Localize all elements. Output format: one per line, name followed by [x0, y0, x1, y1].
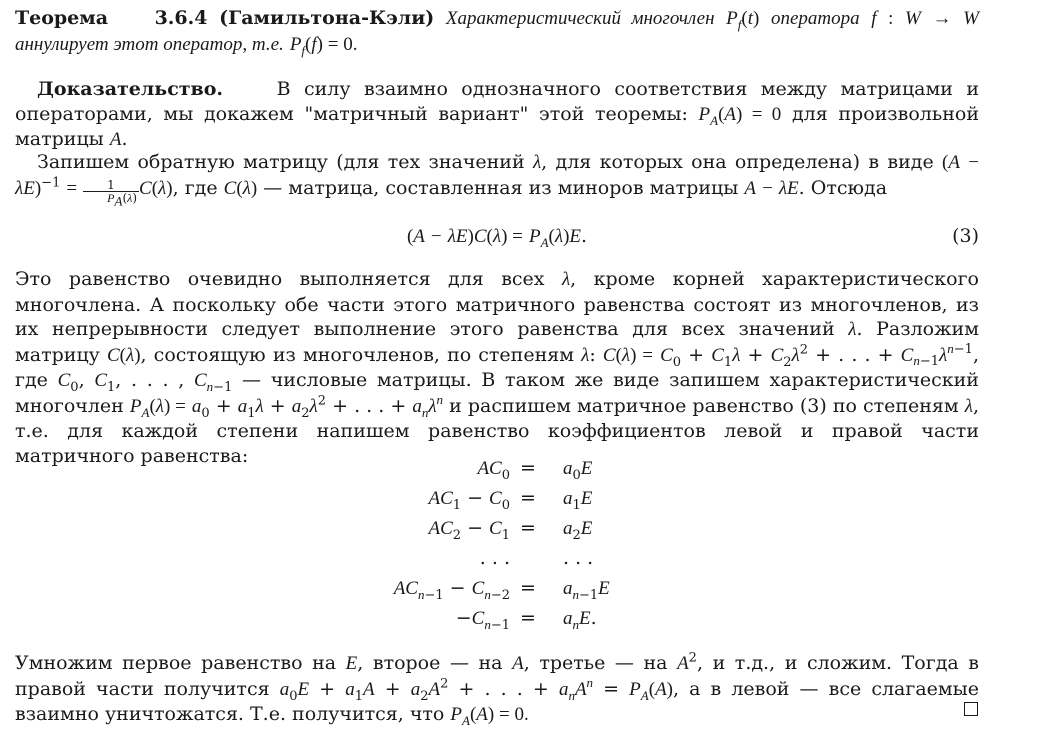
proof-text-4e: , а в левой — все слагаемые взаимно уничтожатся. Т.е. получится, что — [15, 677, 980, 725]
theorem-text-2: оператора — [770, 8, 860, 29]
proof-text-4c: , третье — на — [523, 652, 668, 674]
proof-text-1b: для произвольной матрицы — [15, 102, 979, 150]
qed-square-icon — [964, 702, 978, 716]
system-row: $-C_{n-1}$ = $a_nE$. — [455, 607, 597, 633]
document-page: Теорема 3.6.4 (Гамильтона-Кэли) Характеристический многочлен $P_f(t)$ оператора f : W → W аннулирует этот оператор, т.е. $P_f(f) = 0$. Доказательство. В силу взаимно однозначного соответствия между матрицами и операторами, мы докажем "матричный вариант" этой теоремы: $P_A(A) = 0$ для произвольной матрицы A. Запишем обратную матрицу (для тех значений λ, для которых она определена) в виде $(A - \lambda E)^{-1}$ = $\frac{1}{P_A(\lambda)}$ C(λ), где C(λ) — матрица, составленная из миноров матрицы A − λE. Отсюда $(A - \lambda E)C(\lambda) = P_A(\lambda)E$. (3) Это равенство очевидно выполняется для всех λ, кроме корней характеристического многочлена. А поскольку обе части этого матричного равенства состоят из многочленов, из их непрерывности следует выполнение этого равенства для всех значений λ. Разложим матрицу C(λ), состоящую из многочленов, по степеням λ: $C(\lambda) = C_0 + C_1\lambda + C_2\lambda^2$ + . . . + $C_{n-1}\lambda^{n-1}$, где $C_0$, $C_1$, . . . , $C_{n-1}$ — числовые матрицы. В таком же виде запишем характеристический многочлен $P_A(\lambda) = a_0 + a_1\lambda + a_2\lambda^2$ + . . . + $a_n\lambda^n$ и распишем матричное равенство (3) по степеням λ, т.е. для каждой степени напишем равенство коэффициентов левой и правой части матричного равенства: $AC_0$ = $a_0E$ $AC_1 - C_0$ = $a_1E$ $AC_2 - C_1$ = $a_2E$ . . . . . . $AC_{n-1} - C_{n-2}$ = $a_{n-1}E$ $-C_{n-1}$ = $a_nE$. Умножим первое равенство на E, второе — на A, третье — на $A^2$, и т.д., и сложим. Тогда в правой части получится $a_0E + a_1A + a_2A^2$ + . . . + $a_nA^n = P_A(A)$, а в левой — все слагаемые взаимно уничтожатся. Т.е. получится, что $P_A(A) = 0$. — [15, 7, 980, 728]
proof-text-3a: Это равенство очевидно выполняется для всех — [15, 268, 545, 290]
proof-text-4d: , и т.д., и сложим. Тогда в правой части получится — [15, 652, 979, 700]
proof-text-4b: , второе — на — [357, 652, 503, 674]
proof-text-2e: . Отсюда — [798, 176, 888, 199]
theorem-label: Теорема — [15, 7, 109, 29]
system-row: $AC_1 - C_0$ = $a_1E$ — [428, 487, 593, 513]
proof-text-2d: — матрица, составленная из миноров матрицы — [263, 176, 739, 199]
theorem-number: 3.6.4 — [154, 7, 208, 29]
proof-text-3h: , т.е. для каждой степени напишем равенство коэффициентов левой и правой части матричного равенства: — [15, 394, 980, 467]
proof-text-1: В силу взаимно однозначного соответствия между матрицами и операторами, мы докажем "матричный вариант" этой теоремы: — [15, 78, 979, 125]
proof-text-3f: — числовые матрицы. В таком же виде запишем характеристический многочлен — [15, 369, 979, 417]
system-row: $AC_0$ = $a_0E$ — [477, 457, 593, 483]
proof-text-3c: . Разложим матрицу — [15, 318, 980, 366]
proof-text-3d: , состоящую из многочленов, по степеням — [140, 343, 575, 366]
proof-text-4a: Умножим первое равенство на — [15, 652, 337, 674]
equation-system — [330, 456, 750, 636]
proof-text-3b: , кроме корней характеристического многочлена. А поскольку обе части этого матричного равенства состоят из многочленов, из их непрерывности следует выполнение этого равенства для всех значений — [15, 268, 979, 340]
proof-text-2c: , где — [172, 176, 218, 199]
proof-paragraph-4: Умножим первое равенство на E, второе — на A, третье — на $A^2$, и т.д., и сложим. Тогда в правой части получится $a_0E + a_1A + a_2A^2$ + . . . + $a_nA^n = P_A(A)$, а в левой — все слагаемые взаимно уничтожатся. Т.е. получится, что $P_A(A) = 0$. — [15, 650, 980, 728]
fraction: $\frac{1}{P_A(\lambda)}$ — [83, 179, 139, 204]
theorem-name: (Гамильтона-Кэли) — [219, 7, 435, 29]
proof-text-2b: , для которых она определена) в виде — [541, 151, 934, 173]
proof-text-3g: и распишем матричное равенство (3) по степеням — [449, 394, 959, 417]
proof-label: Доказательство. — [37, 78, 224, 100]
proof-paragraph-2: Запишем обратную матрицу (для тех значений λ, для которых она определена) в виде $(A - \lambda E)^{-1}$ = $\frac{1}{P_A(\lambda)}$ C(λ), где C(λ) — матрица, составленная из миноров матрицы A − λE. Отсюда — [15, 151, 979, 208]
equation-number: (3) — [952, 225, 979, 247]
system-row: $AC_{n-1} - C_{n-2}$ = $a_{n-1}E$ — [393, 577, 610, 603]
system-row: . . . . . . — [479, 547, 594, 569]
theorem-text-3: аннулирует этот оператор, т.е. — [15, 33, 284, 55]
proof-paragraph-3: Это равенство очевидно выполняется для всех λ, кроме корней характеристического многочлена. А поскольку обе части этого матричного равенства состоят из многочленов, из их непрерывности следует выполнение этого равенства для всех значений λ. Разложим матрицу C(λ), состоящую из многочленов, по степеням λ: $C(\lambda) = C_0 + C_1\lambda + C_2\lambda^2$ + . . . + $C_{n-1}\lambda^{n-1}$, где $C_0$, $C_1$, . . . , $C_{n-1}$ — числовые матрицы. В таком же виде запишем характеристический многочлен $P_A(\lambda) = a_0 + a_1\lambda + a_2\lambda^2$ + . . . + $a_n\lambda^n$ и распишем матричное равенство (3) по степеням λ, т.е. для каждой степени напишем равенство коэффициентов левой и правой части матричного равенства: — [15, 268, 980, 467]
theorem-statement: Теорема 3.6.4 (Гамильтона-Кэли) Характеристический многочлен $P_f(t)$ оператора f : W → W аннулирует этот оператор, т.е. $P_f(f) = 0$. — [15, 7, 979, 58]
proof-text-2a: Запишем обратную матрицу (для тех значений — [37, 151, 525, 173]
proof-paragraph-1: Доказательство. В силу взаимно однозначного соответствия между матрицами и операторами, мы докажем "матричный вариант" этой теоремы: $P_A(A) = 0$ для произвольной матрицы A. — [15, 78, 979, 150]
system-row: $AC_2 - C_1$ = $a_2E$ — [428, 517, 593, 543]
theorem-text-1: Характеристический многочлен — [445, 8, 715, 29]
proof-text-3e: , где — [15, 343, 979, 391]
